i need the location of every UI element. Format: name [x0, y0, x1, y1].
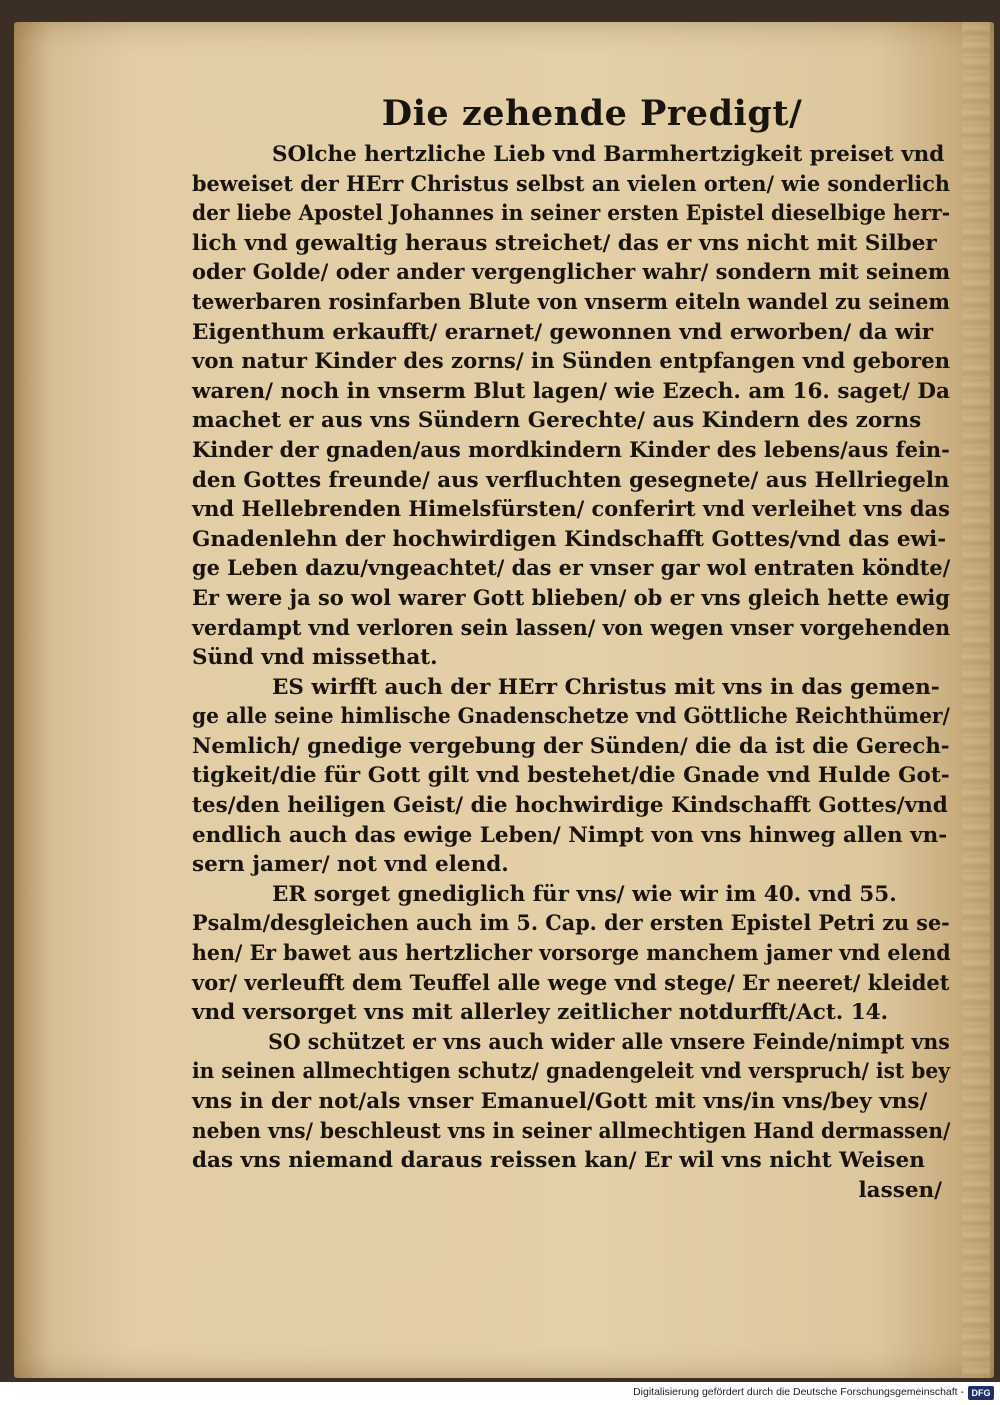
text-line: tes/den heiligen Geist/ die hochwirdige Kindschafft Gottes/vnd: [192, 793, 948, 819]
text-line: ER sorget gnediglich für vns/ wie wir im 40. vnd 55.: [272, 881, 897, 907]
footer-bar: [0, 1382, 1000, 1405]
text-line: vns in der not/als vnser Emanuel/Gott mit vns/in vns/bey vns/: [192, 1089, 928, 1114]
text-line: das vns niemand daraus reissen kan/ Er wil vns nicht Weisen: [192, 1148, 925, 1174]
text-line: ge alle seine himlische Gnadenschetze vnd Göttliche Reichthümer/: [192, 704, 950, 730]
paragraph-4: [192, 1028, 952, 1206]
page-heading: Die zehende Predigt/: [381, 93, 803, 134]
text-line: endlich auch das ewige Leben/ Nimpt von vns hinweg allen vn-: [192, 822, 948, 848]
paragraph-2: [192, 673, 952, 880]
text-line: tewerbaren rosinfarben Blute von vnserm eiteln wandel zu seinem: [192, 289, 950, 315]
text-line: vnd Hellebrenden Himelsfürsten/ conferirt vnd verleihet vns das: [192, 497, 950, 523]
text-line: tigkeit/die für Gott gilt vnd bestehet/die Gnade vnd Hulde Got-: [192, 763, 950, 789]
text-line: machet er aus vns Sündern Gerechte/ aus Kindern des zorns: [192, 408, 922, 434]
funding-credit: Digitalisierung gefördert durch die Deutsche Forschungsgemeinschaft -: [633, 1386, 964, 1398]
text-line: ge Leben dazu/vngeachtet/ das er vnser gar wol entraten köndte/: [192, 556, 951, 582]
text-line: in seinen allmechtigen schutz/ gnadengeleit vnd verspruch/ ist bey: [192, 1059, 950, 1085]
text-line: hen/ Er bawet aus hertzlicher vorsorge manchem jamer vnd elend: [192, 941, 951, 967]
text-line: Gnadenlehn der hochwirdigen Kindschafft Gottes/vnd das ewi-: [192, 526, 947, 552]
page-text: [192, 92, 952, 1205]
dfg-logo-icon: DFG: [968, 1386, 994, 1400]
text-line: Sünd vnd missethat.: [192, 645, 438, 671]
text-line: Er were ja so wol warer Gott blieben/ ob er vns gleich hette ewig: [192, 585, 950, 611]
text-line: den Gottes freunde/ aus verfluchten gesegnete/ aus Hellriegeln: [192, 467, 950, 493]
text-line: ES wirfft auch der HErr Christus mit vns in das gemen-: [272, 674, 940, 700]
text-line: SO schützet er vns auch wider alle vnsere Feinde/nimpt vns: [268, 1029, 950, 1055]
text-line: oder Golde/ oder ander vergenglicher wahr/ sondern mit seinem: [192, 260, 951, 286]
text-line: waren/ noch in vnserm Blut lagen/ wie Ezech. am 16. saget/ Da: [192, 378, 950, 404]
text-line: verdampt vnd verloren sein lassen/ von wegen vnser vorgehenden: [192, 615, 951, 641]
text-line: vnd versorget vns mit allerley zeitlicher notdurfft/Act. 14.: [192, 1000, 889, 1026]
text-line: lich vnd gewaltig heraus streichet/ das er vns nicht mit Silber: [192, 230, 937, 256]
text-line: beweiset der HErr Christus selbst an vielen orten/ wie sonderlich: [192, 171, 950, 197]
text-line: Psalm/desgleichen auch im 5. Cap. der ersten Epistel Petri zu se-: [192, 911, 950, 937]
text-line: vor/ verleufft dem Teuffel alle wege vnd stege/ Er neeret/ kleidet: [192, 970, 950, 996]
text-line: SOlche hertzliche Lieb vnd Barmhertzigkeit preiset vnd: [272, 142, 945, 167]
text-line: neben vns/ beschleust vns in seiner allmechtigen Hand dermassen/: [192, 1118, 951, 1144]
text-line: Eigenthum erkaufft/ erarnet/ gewonnen vnd erworben/ da wir: [192, 319, 934, 345]
text-line: von natur Kinder des zorns/ in Sünden entpfangen vnd geboren: [192, 349, 951, 375]
page-edges: [962, 22, 990, 1378]
paragraph-3: [192, 880, 952, 1028]
paragraph-1: [192, 140, 952, 673]
catchword: lassen/: [858, 1177, 942, 1203]
text-line: sern jamer/ not vnd elend.: [192, 852, 509, 878]
text-line: Kinder der gnaden/aus mordkindern Kinder des lebens/aus fein-: [192, 437, 950, 463]
text-line: Nemlich/ gnedige vergebung der Sünden/ die da ist die Gerech-: [192, 733, 950, 759]
text-line: der liebe Apostel Johannes in seiner ersten Epistel dieselbige herr-: [192, 201, 951, 227]
